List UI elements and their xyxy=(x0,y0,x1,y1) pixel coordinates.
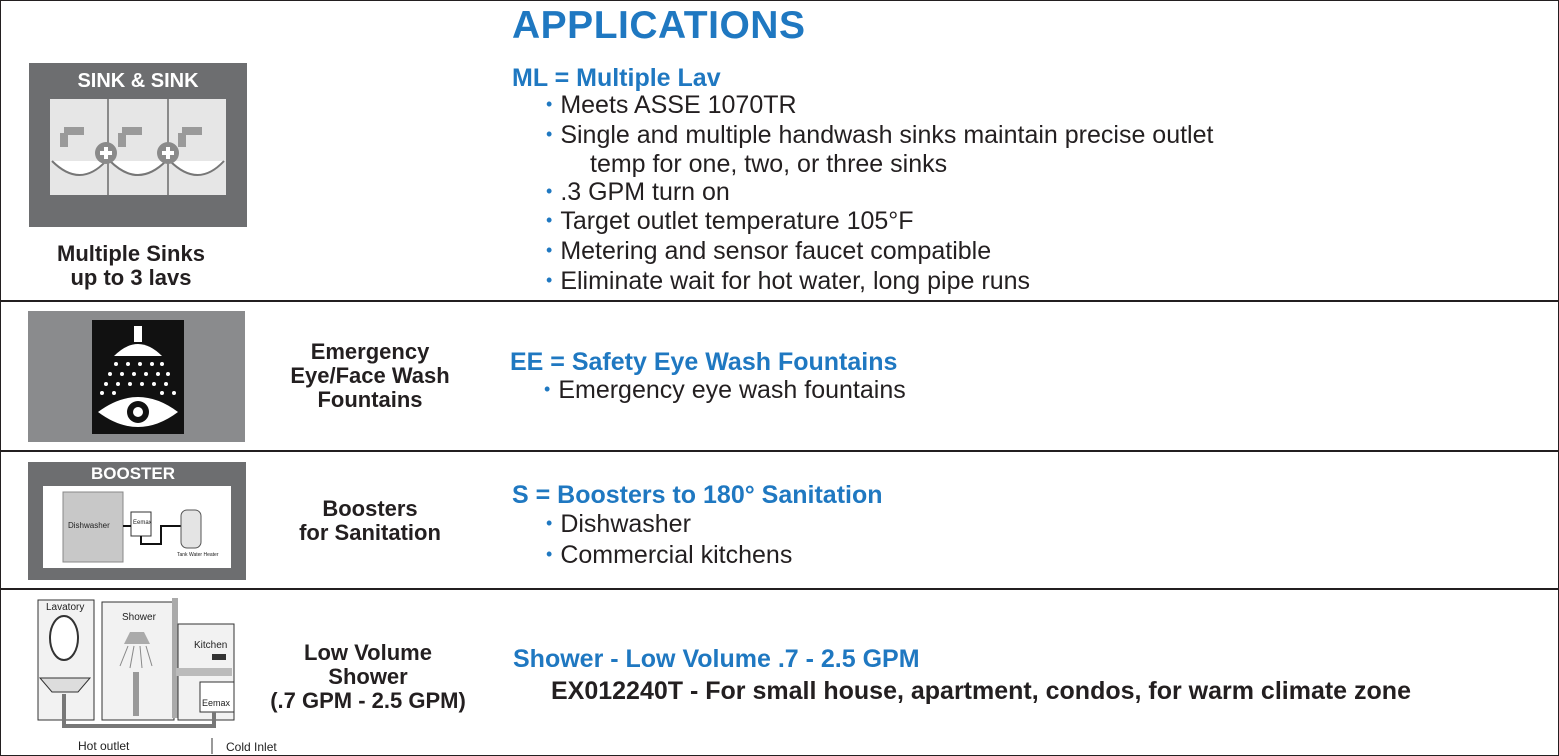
lavatory-label: Lavatory xyxy=(46,602,85,613)
dishwasher-label: Dishwasher xyxy=(68,521,110,530)
list-item: • Commercial kitchens xyxy=(546,541,793,569)
list-item: • Meets ASSE 1070TR xyxy=(546,91,797,119)
caption-line: for Sanitation xyxy=(299,520,441,545)
shower-label: Shower xyxy=(122,612,156,623)
ml-heading: ML = Multiple Lav xyxy=(512,64,721,92)
sink-image-label: SINK & SINK xyxy=(77,70,199,92)
caption-line: Fountains xyxy=(317,387,423,412)
booster-diagram xyxy=(43,486,231,568)
eyewash-image-panel xyxy=(28,311,245,442)
list-item: • Eliminate wait for hot water, long pipe runs xyxy=(546,266,1031,295)
kitchen-label: Kitchen xyxy=(194,640,228,651)
shower-diagram xyxy=(34,594,290,756)
row-divider xyxy=(0,588,1559,590)
sinks-caption xyxy=(29,242,233,290)
ee-heading: EE = Safety Eye Wash Fountains xyxy=(510,348,898,376)
list-item-continuation: temp for one, two, or three sinks xyxy=(590,150,948,179)
sinks-illustration xyxy=(50,99,226,195)
eemax-label: Eemax xyxy=(202,698,231,708)
list-item: • Single and multiple handwash sinks maintain precise outlet xyxy=(546,120,1214,149)
caption-line: Eye/Face Wash xyxy=(290,363,450,388)
list-item: • Dishwasher xyxy=(546,510,691,538)
caption-line: Low Volume xyxy=(304,640,432,665)
eyewash-caption xyxy=(270,340,470,412)
model-line: EX012240T - For small house, apartment, condos, for warm climate zone xyxy=(551,677,1411,705)
page-title: APPLICATIONS xyxy=(512,4,806,47)
row-divider xyxy=(0,450,1559,452)
caption-line: Shower xyxy=(328,664,408,689)
caption-line: up to 3 lavs xyxy=(70,265,192,290)
caption-line: Boosters xyxy=(322,496,418,521)
shower-caption xyxy=(255,641,481,713)
booster-image-label: BOOSTER xyxy=(90,464,176,483)
list-item: • Emergency eye wash fountains xyxy=(544,376,906,404)
booster-image-panel xyxy=(28,462,246,580)
tank-label: Tank Water Heater xyxy=(177,552,219,558)
list-item: • Target outlet temperature 105°F xyxy=(546,207,914,236)
ml-bullet-list xyxy=(546,92,1213,297)
s-bullet-list xyxy=(546,510,792,572)
eemax-label: Eemax xyxy=(133,520,152,526)
cold-inlet-label: Cold Inlet xyxy=(226,740,277,754)
eyewash-icon xyxy=(92,320,184,434)
booster-caption xyxy=(270,497,470,545)
caption-line: (.7 GPM - 2.5 GPM) xyxy=(270,688,466,713)
list-item: • Metering and sensor faucet compatible xyxy=(546,236,992,265)
hot-outlet-label: Hot outlet xyxy=(78,739,130,753)
caption-line: Emergency xyxy=(310,339,430,364)
ee-bullet-list xyxy=(544,377,906,407)
s-heading: S = Boosters to 180° Sanitation xyxy=(512,481,883,509)
row-divider xyxy=(0,300,1559,302)
sink-image-panel xyxy=(29,63,247,227)
list-item: • .3 GPM turn on xyxy=(546,177,730,206)
shower-heading: Shower - Low Volume .7 - 2.5 GPM xyxy=(513,645,920,673)
caption-line: Multiple Sinks xyxy=(57,241,205,266)
